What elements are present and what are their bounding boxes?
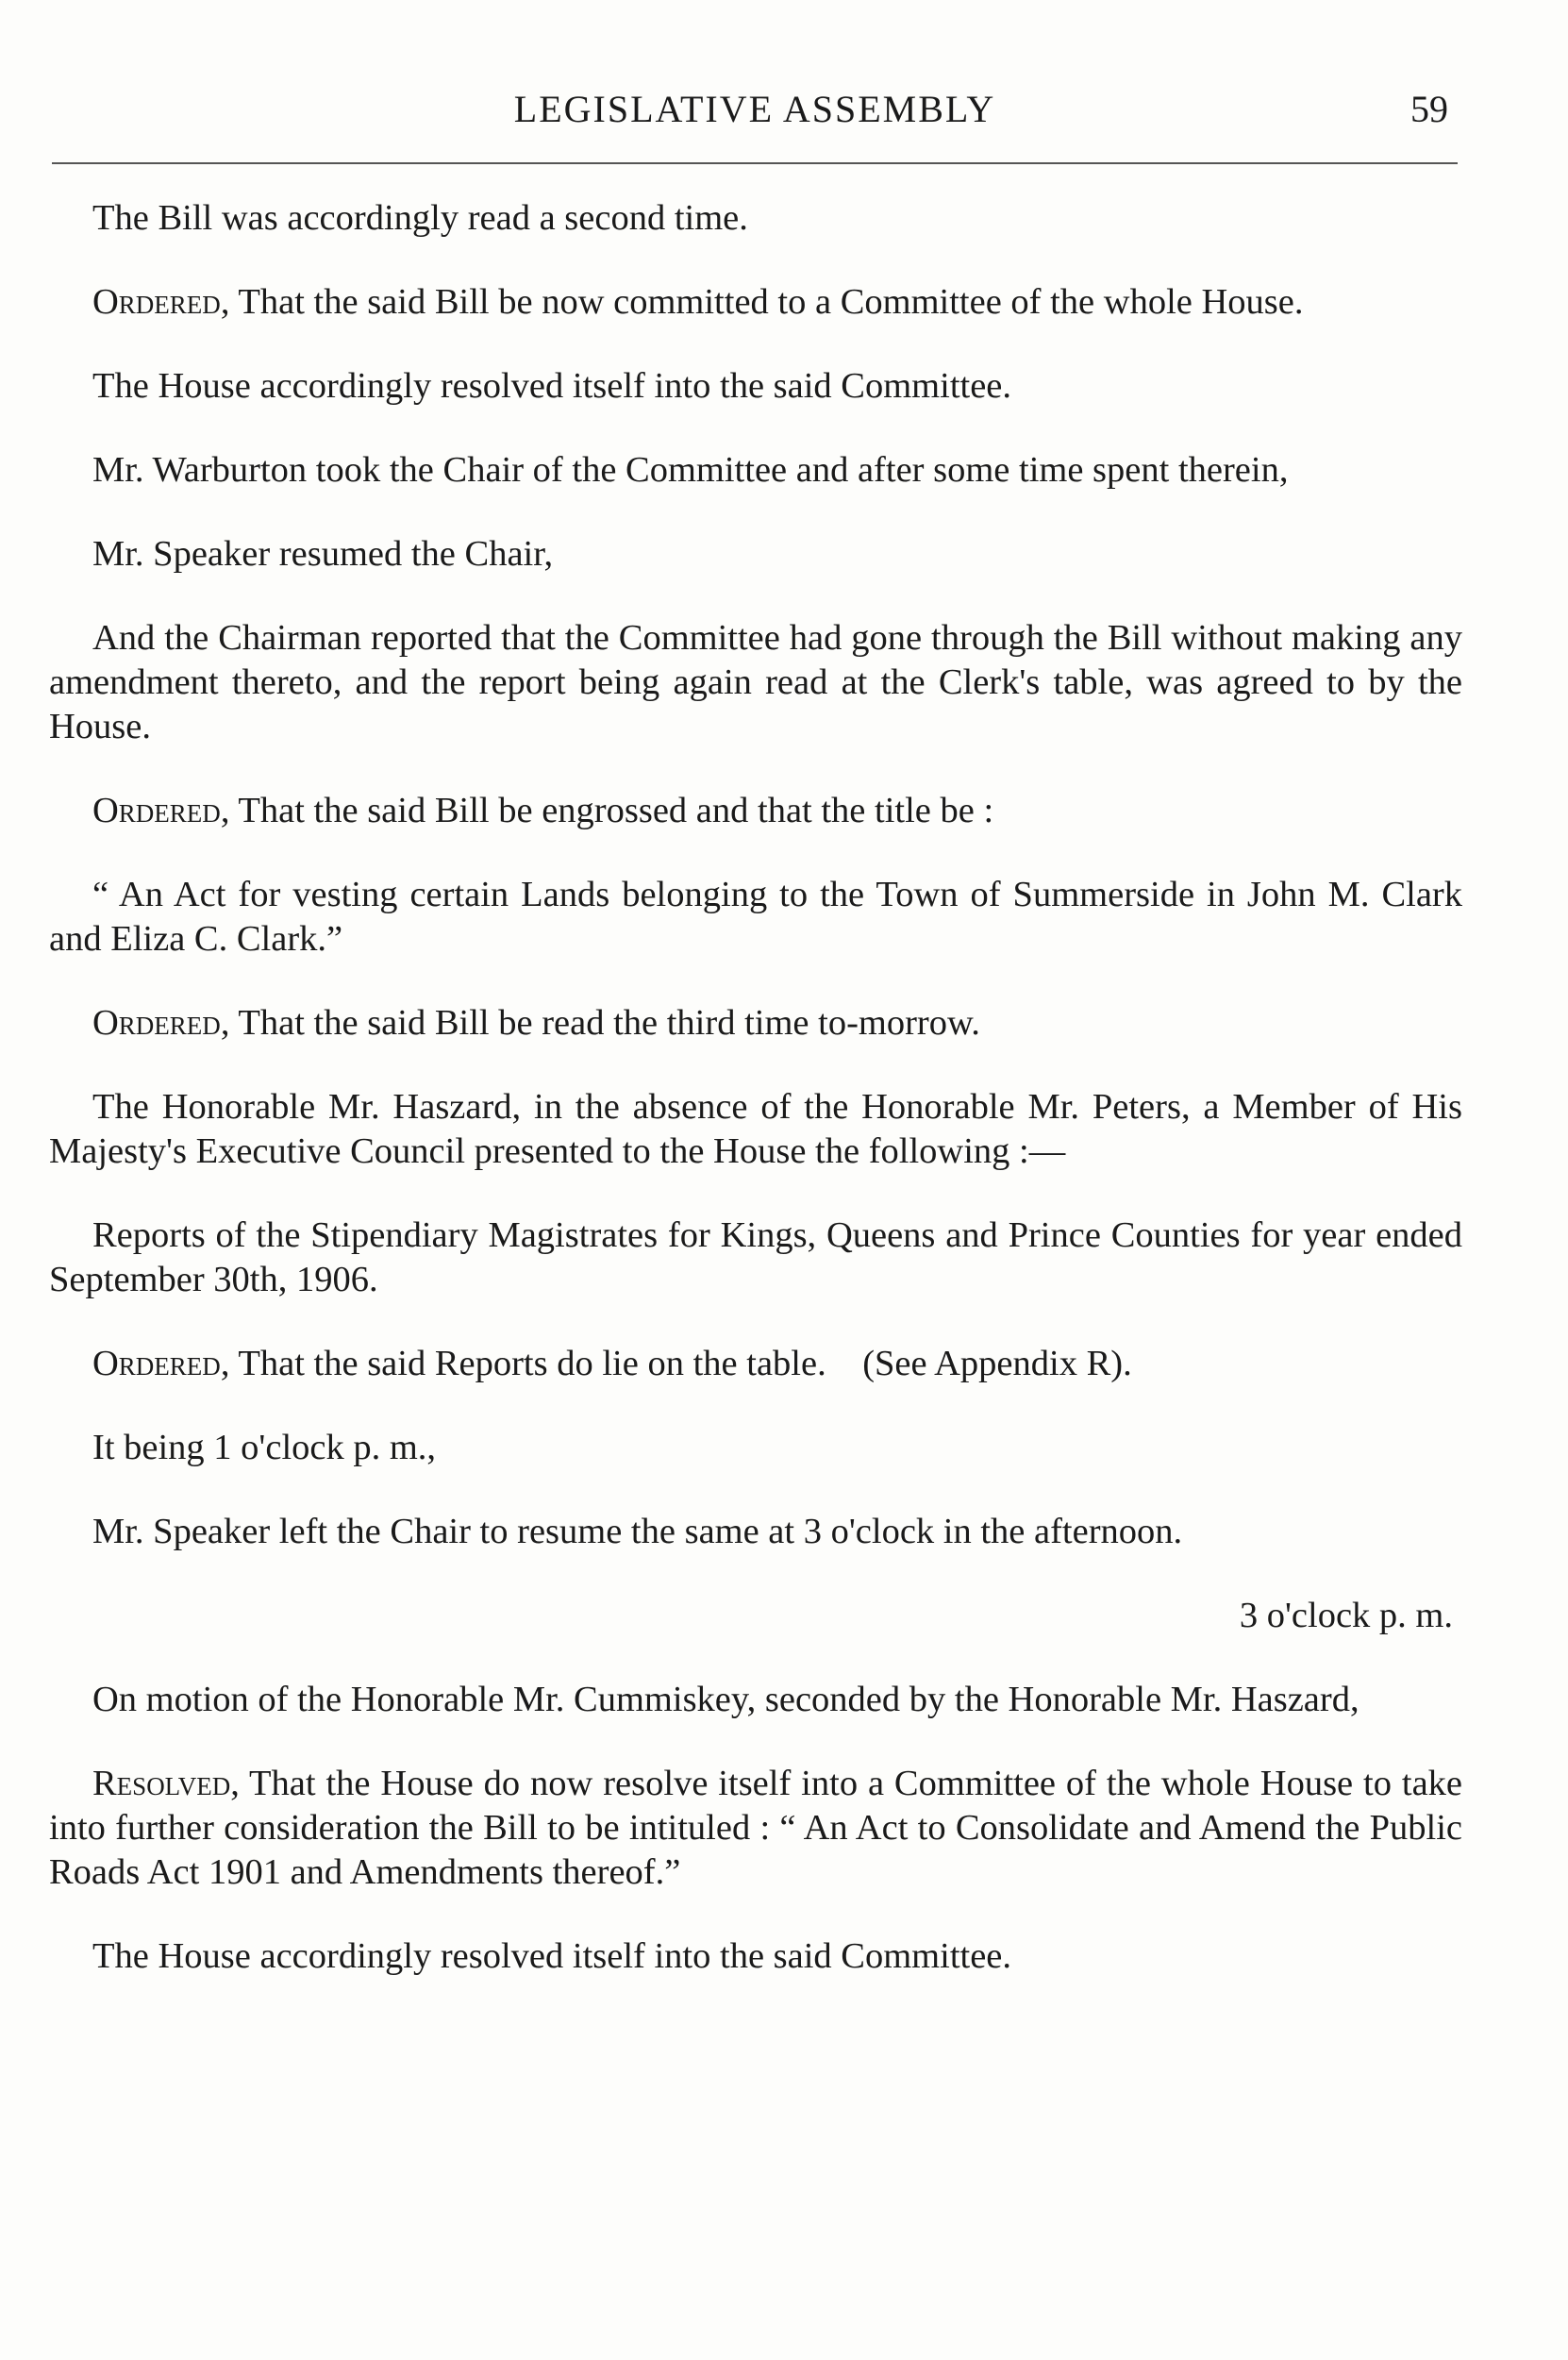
paragraph: The House accordingly resolved itself into the said Committee. [92,366,1012,406]
page-header [52,87,1458,143]
paragraph: Mr. Speaker resumed the Chair, [92,534,554,574]
paragraph-lead: Ordered [92,791,221,830]
paragraph-lead: Ordered [92,282,221,322]
paragraph: Ordered, That the said Bill be engrossed and that the title be : [92,791,994,830]
running-title: LEGISLATIVE ASSEMBLY [513,88,996,130]
page-number: 59 [1410,88,1448,130]
time-marker: 3 o'clock p. m. [1239,1596,1453,1635]
paragraph: It being 1 o'clock p. m., [92,1428,437,1467]
paragraph: The Bill was accordingly read a second time. [92,198,748,238]
paragraph: “ An Act for vesting certain Lands belonging to the Town of Summerside in John M. Clark and Eliza C. Clark.” [49,875,1462,959]
header-rule [52,162,1458,164]
paragraph: The House accordingly resolved itself into the said Committee. [92,1936,1012,1976]
paragraph: Ordered, That the said Bill be read the third time to-morrow. [92,1003,980,1043]
paragraph: Reports of the Stipendiary Magistrates for Kings, Queens and Prince Counties for year ended September 30th, 1906. [49,1215,1462,1299]
paragraph-lead: Ordered [92,1003,221,1043]
page-body [49,196,1462,2018]
paragraph: The Honorable Mr. Haszard, in the absence of the Honorable Mr. Peters, a Member of His Majesty's Executive Council presented to the House the following :— [49,1087,1462,1171]
paragraph: Mr. Warburton took the Chair of the Committee and after some time spent therein, [92,450,1289,490]
paragraph: Ordered, That the said Bill be now committed to a Committee of the whole House. [92,282,1304,322]
paragraph: Ordered, That the said Reports do lie on the table. (See Appendix R). [92,1344,1132,1383]
paragraph-lead: Ordered [92,1344,221,1383]
paragraph: On motion of the Honorable Mr. Cummiskey, seconded by the Honorable Mr. Haszard, [92,1680,1359,1719]
paragraph: Mr. Speaker left the Chair to resume the same at 3 o'clock in the afternoon. [92,1512,1183,1551]
paragraph: And the Chairman reported that the Committee had gone through the Bill without making any amendment thereto, and the report being again read at the Clerk's table, was agreed to by the House. [49,618,1462,746]
paragraph-lead: Resolved [92,1764,231,1803]
paragraph: Resolved, That the House do now resolve itself into a Committee of the whole House to take into further consideration the Bill to be intituled : “ An Act to Consolidate and Amend the Public Roads Act 1901 and Amendments thereof.” [49,1764,1462,1892]
